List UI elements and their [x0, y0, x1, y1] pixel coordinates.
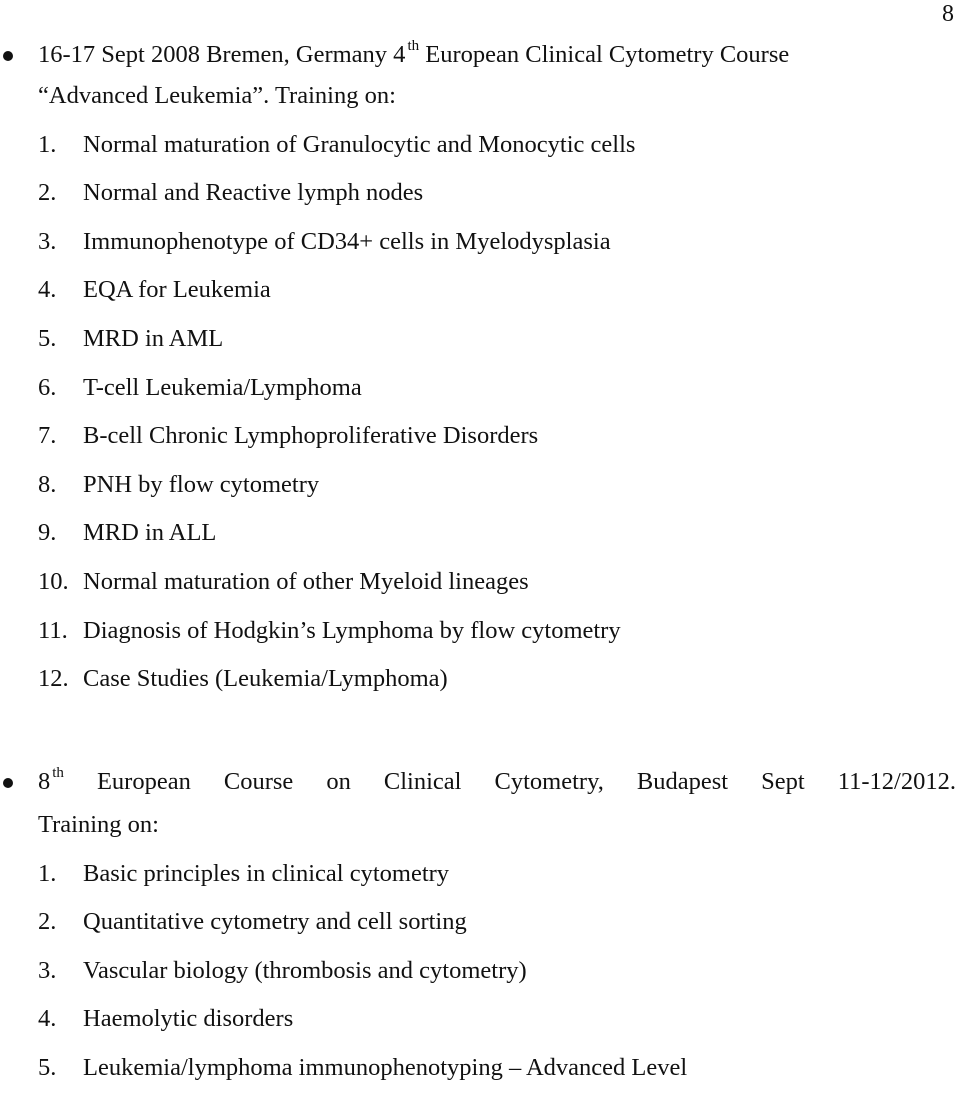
list-item-number: 5. — [38, 324, 57, 352]
heading-text-suffix: European Clinical Cytometry Course — [419, 41, 790, 68]
list-item — [0, 995, 960, 1044]
heading-text: 16-17 Sept 2008 Bremen, Germany 4 — [38, 41, 406, 68]
bullet-icon — [3, 778, 13, 788]
list-item — [0, 509, 960, 558]
list-item — [0, 850, 960, 899]
list-item-number: 4. — [38, 1005, 57, 1033]
list-item-text: B-cell Chronic Lymphoproliferative Disorders — [83, 422, 539, 450]
list-item — [0, 898, 960, 947]
course-heading — [0, 38, 960, 72]
list-item — [0, 266, 960, 315]
list-item-number: 1. — [38, 859, 57, 887]
training-topic-list — [0, 121, 960, 704]
list-item — [0, 655, 960, 704]
course-heading — [0, 763, 960, 801]
list-item-text: Leukemia/lymphoma immunophenotyping – Advanced Level — [83, 1053, 688, 1081]
list-item-text: MRD in ALL — [83, 519, 217, 547]
training-topic-list — [0, 850, 960, 1093]
list-item-text: Vascular biology (thrombosis and cytometry) — [83, 956, 527, 984]
ordinal-superscript: th — [407, 38, 420, 54]
list-item-text: MRD in AML — [83, 324, 224, 352]
heading-word: Cytometry, — [494, 768, 604, 795]
heading-word: European — [96, 768, 191, 795]
list-item-number: 7. — [38, 422, 57, 450]
list-item-text: Immunophenotype of CD34+ cells in Myelodysplasia — [83, 227, 611, 255]
list-item — [0, 121, 960, 170]
list-item — [0, 169, 960, 218]
list-item — [0, 364, 960, 413]
list-item-number: 4. — [38, 276, 57, 304]
list-item-number: 2. — [38, 908, 57, 936]
heading-word: Course — [223, 768, 294, 795]
list-item-number: 2. — [38, 179, 57, 207]
list-item-number: 3. — [38, 956, 57, 984]
heading-word: 11-12/2012. — [837, 768, 956, 795]
list-item-number: 5. — [38, 1053, 57, 1081]
list-item-text: Normal maturation of Granulocytic and Monocytic cells — [83, 130, 636, 158]
list-item — [0, 461, 960, 510]
heading-word: Clinical — [383, 768, 462, 795]
course-entry-budapest-2012 — [0, 763, 960, 1093]
list-item-text: Diagnosis of Hodgkin’s Lymphoma by flow cytometry — [83, 616, 621, 644]
list-item-text: Quantitative cytometry and cell sorting — [83, 908, 467, 936]
list-item-text: Haemolytic disorders — [83, 1005, 294, 1033]
list-item-text: Normal and Reactive lymph nodes — [83, 179, 424, 207]
course-subheading: Training on: — [38, 811, 159, 838]
list-item-number: 11. — [38, 616, 68, 644]
list-item-number: 9. — [38, 519, 57, 547]
list-item — [0, 607, 960, 656]
course-subheading: “Advanced Leukemia”. Training on: — [38, 82, 396, 109]
list-item-text: T-cell Leukemia/Lymphoma — [83, 373, 362, 401]
list-item-text: EQA for Leukemia — [83, 276, 271, 304]
list-item-number: 1. — [38, 130, 57, 158]
list-item — [0, 1044, 960, 1093]
heading-word: Budapest — [636, 768, 729, 795]
list-item-text: Basic principles in clinical cytometry — [83, 859, 450, 887]
heading-word: Sept — [761, 768, 805, 795]
list-item-number: 3. — [38, 227, 57, 255]
heading-ordinal: 8 $^{th}$ — [38, 765, 64, 795]
list-item-text: PNH by flow cytometry — [83, 470, 320, 498]
list-item — [0, 412, 960, 461]
list-item-number: 10. — [38, 567, 69, 595]
list-item — [0, 947, 960, 996]
list-item-text: Normal maturation of other Myeloid lineages — [83, 567, 529, 595]
page-number: 8 — [942, 1, 954, 27]
ordinal-superscript: th — [52, 765, 64, 781]
heading-word: on — [326, 768, 351, 795]
list-item — [0, 218, 960, 267]
list-item-number: 8. — [38, 470, 57, 498]
list-item-number: 6. — [38, 373, 57, 401]
list-item — [0, 315, 960, 364]
list-item-text: Case Studies (Leukemia/Lymphoma) — [83, 665, 448, 693]
course-entry-bremen-2008 — [0, 38, 960, 704]
list-item-number: 12. — [38, 665, 69, 693]
list-item — [0, 558, 960, 607]
